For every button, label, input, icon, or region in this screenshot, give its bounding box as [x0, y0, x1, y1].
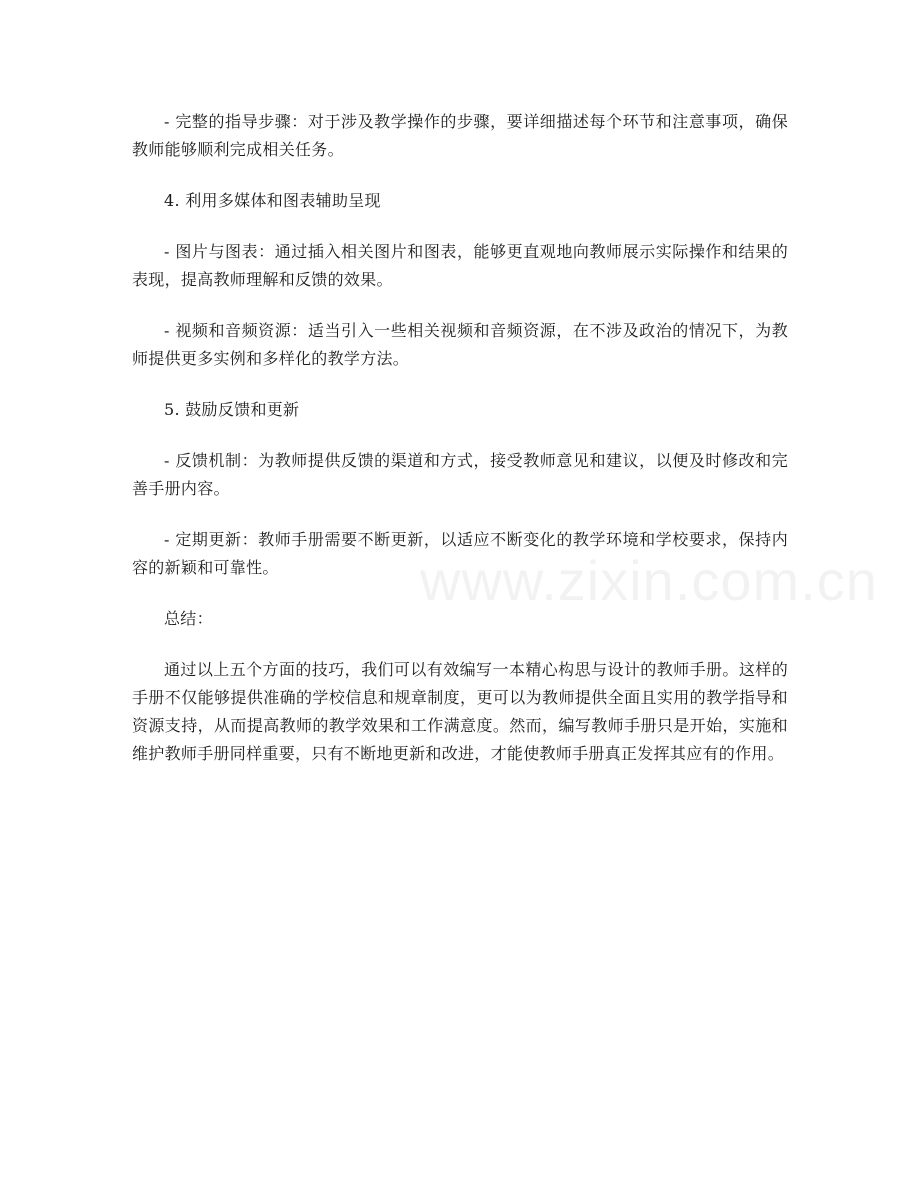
watermark-text: www.zixin.com.cn — [420, 549, 878, 612]
section-heading-feedback: 5. 鼓励反馈和更新 — [164, 400, 300, 419]
document-body — [132, 108, 788, 768]
section-heading-multimedia: 4. 利用多媒体和图表辅助呈现 — [164, 191, 381, 210]
paragraph-guidance-steps: - 完整的指导步骤：对于涉及教学操作的步骤，要详细描述每个环节和注意事项，确保教师能够顺利完成相关任务。 — [132, 112, 788, 159]
paragraph-images-charts: - 图片与图表：通过插入相关图片和图表，能够更直观地向教师展示实际操作和结果的表现，提高教师理解和反馈的效果。 — [132, 242, 788, 289]
summary-paragraph: 通过以上五个方面的技巧，我们可以有效编写一本精心构思与设计的教师手册。这样的手册不仅能够提供准确的学校信息和规章制度，更可以为教师提供全面且实用的教学指导和资源支持，从而提高教师的教学效果和工作满意度。然而，编写教师手册只是开始，实施和维护教师手册同样重要，只有不断地更新和改进，才能使教师手册真正发挥其应有的作用。 — [132, 660, 788, 763]
paragraph-feedback-mechanism: - 反馈机制：为教师提供反馈的渠道和方式，接受教师意见和建议，以便及时修改和完善手册内容。 — [132, 451, 788, 498]
paragraph-regular-updates: - 定期更新：教师手册需要不断更新，以适应不断变化的教学环境和学校要求，保持内容的新颖和可靠性。 — [132, 530, 788, 577]
paragraph-video-audio: - 视频和音频资源：适当引入一些相关视频和音频资源，在不涉及政治的情况下，为教师提供更多实例和多样化的教学方法。 — [132, 321, 788, 368]
summary-heading: 总结： — [164, 609, 213, 628]
